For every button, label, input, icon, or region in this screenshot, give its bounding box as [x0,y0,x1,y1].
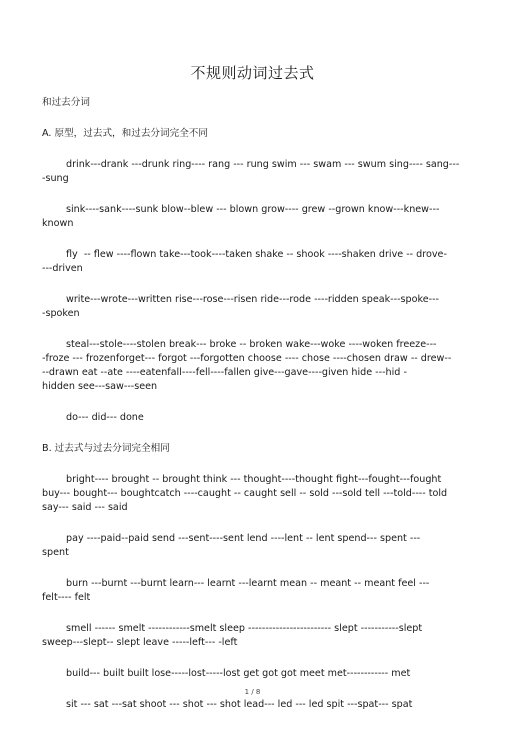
paragraph: smell ------ smelt ------------smelt sleep ------------------------ slept -----------slept sweep---slept-- slept leave -----left--- -left [42,623,423,648]
section-a-heading: A. 原型，过去式，和过去分词完全不同 [42,128,208,139]
paragraph: bright---- brought -- brought think --- thought----thought fight---fought---fought buy--- bought--- boughtcatch ----caught -- caught sell -- sold ---sold tell ---told---- told say--- said --- said [42,474,448,513]
document-body [42,96,467,729]
intro-text: 和过去分词 [42,97,90,108]
paragraph: burn ---burnt ---burnt learn--- learnt ---learnt mean -- meant -- meant feel --- felt---- felt [42,578,430,603]
paragraph: sink----sank----sunk blow--blew --- blown grow---- grew --grown know---knew--- known [42,204,440,229]
paragraph: fly -- flew ----flown take---took----taken shake -- shook ----shaken drive -- drove- ---driven [42,249,447,274]
page-number: 1 / 8 [244,688,261,696]
paragraph: pay ----paid--paid send ---sent----sent lend ----lent -- lent spend--- spent --- spent [42,533,421,558]
paragraph: drink---drank ---drunk ring---- rang --- rung swim --- swam --- swum sing---- sang--- -sung [42,159,460,184]
page-title: 不规则动词过去式 [190,64,315,82]
paragraph: sit --- sat ---sat shoot --- shot --- shot lead--- led --- led spit ---spat--- spat [66,699,413,710]
section-b-heading: B. 过去式与过去分词完全相同 [42,443,170,454]
paragraph: write---wrote---written rise---rose---risen ride---rode ----ridden speak---spoke--- -spoken [42,294,440,319]
paragraph: build--- built built lose-----lost-----lost get got got meet met------------ met [66,668,411,679]
paragraph: steal---stole----stolen break--- broke -- broken wake---woke ----woken freeze--- -froze --- frozenforget--- forgot ---forgotten choose ---- chose ----chosen draw -- drew-- --drawn eat --ate ----eatenfall----fell----fallen give---gave----given hide ---hid - hidden see---saw---seen [42,339,452,392]
paragraph: do--- did--- done [66,412,144,423]
